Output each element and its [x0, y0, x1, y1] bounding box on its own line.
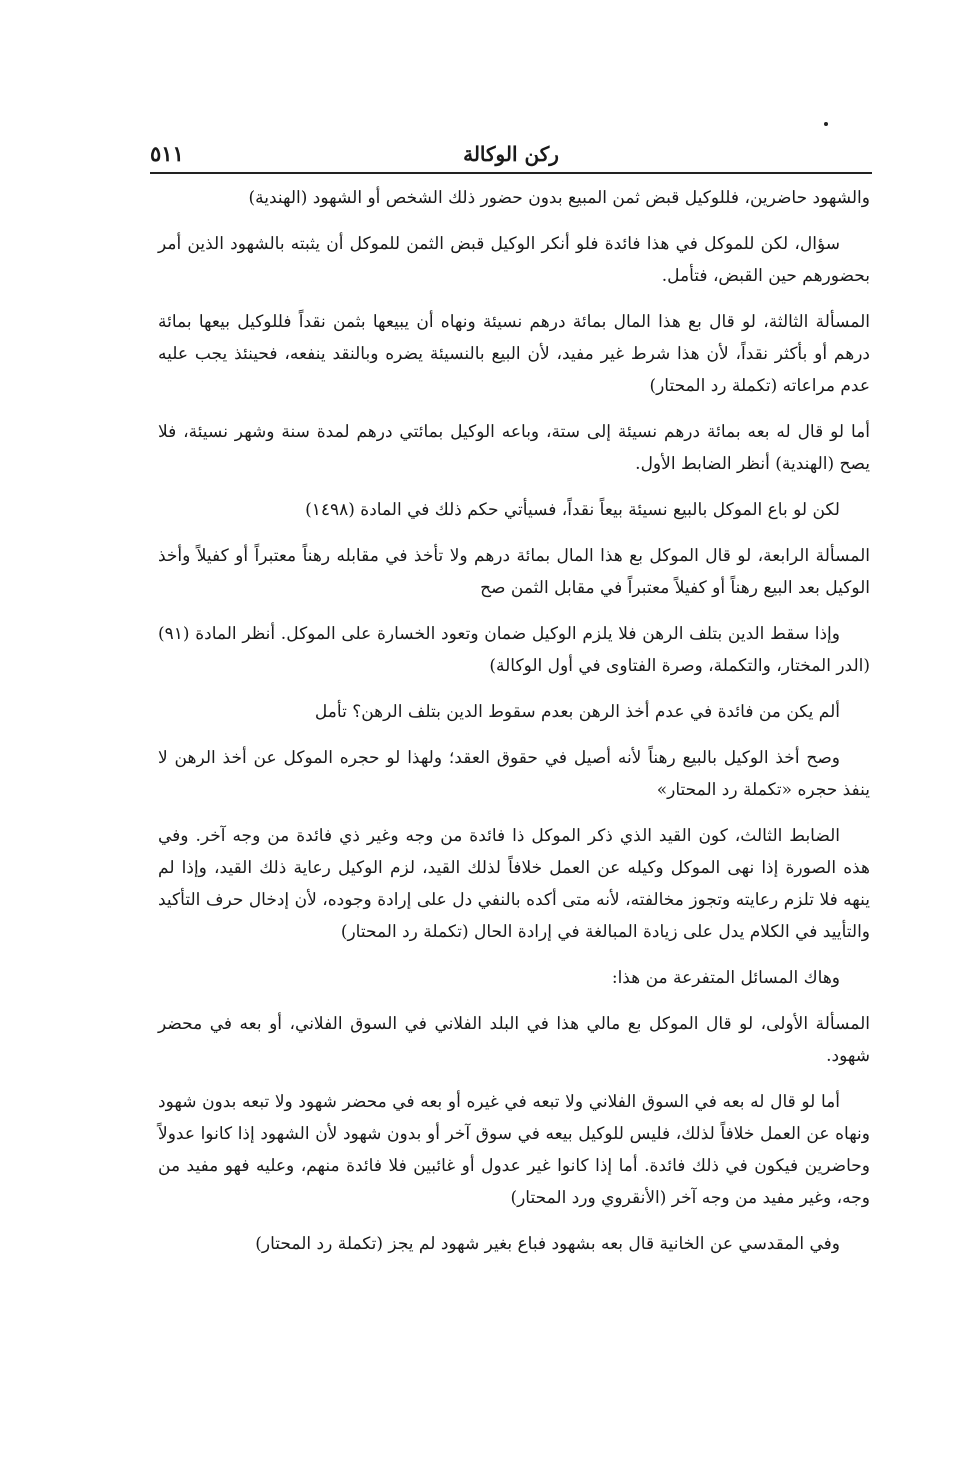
paragraph: أما لو قال له بعه بمائة درهم نسيئة إلى ستة، وباعه الوكيل بمائتي درهم لمدة سنة وشهر نسيئة، فلا يصح (الهندية) أنظر الضابط الأول. [158, 422, 870, 474]
paragraph: المسألة الرابعة، لو قال الموكل بع هذا المال بمائة درهم ولا تأخذ في مقابله رهناً معتبراً أو كفيلاً وأخذ الوكيل بعد البيع رهناً أو كفيلاً معتبراً في مقابل الثمن صح [158, 546, 870, 598]
paragraph: ألم يكن من فائدة في عدم أخذ الرهن بعدم سقوط الدين بتلف الرهن؟ تأمل [314, 702, 840, 722]
running-head-title: ركن الوكالة [463, 142, 559, 166]
paragraph: وإذا سقط الدين بتلف الرهن فلا يلزم الوكيل ضمان وتعود الخسارة على الموكل. أنظر المادة (٩١) (الدر المختار، والتكملة، وصرة الفتاوى في أول الوكالة) [158, 624, 870, 676]
paragraph: المسألة الأولى، لو قال الموكل بع مالي هذا في البلد الفلاني في السوق الفلاني، أو بعه في محضر شهود. [158, 1014, 870, 1066]
page-header [150, 140, 872, 170]
page-body [158, 182, 870, 1274]
ink-speck [824, 122, 828, 126]
header-rule [150, 172, 872, 174]
paragraph: الضابط الثالث، كون القيد الذي ذكر الموكل ذا فائدة من وجه وغير ذي فائدة من وجه آخر. وفي هذه الصورة إذا نهى الموكل وكيله عن العمل خلافاً لذلك القيد، لزم الوكيل رعاية ذلك القيد، وإذا لم ينهه فلا تلزم رعايته وتجوز مخالفته، لأنه متى أكده بالنفي دل على إرادة وجوده، لأن إدخال حرف التأكيد والتأييد في الكلام يدل على زيادة المبالغة في إرادة الحال (تكملة رد المحتار) [158, 826, 870, 942]
paragraph: لكن لو باع الموكل بالبيع نسيئة بيعاً نقداً، فسيأتي حكم ذلك في المادة (١٤٩٨) [305, 500, 840, 520]
paragraph: والشهود حاضرين، فللوكيل قبض ثمن المبيع بدون حضور ذلك الشخص أو الشهود (الهندية) [248, 188, 870, 208]
paragraph: وصح أخذ الوكيل بالبيع رهناً لأنه أصيل في حقوق العقد؛ ولهذا لو حجره الموكل عن أخذ الرهن لا ينفذ حجره «تكملة رد المحتار» [158, 748, 870, 800]
paragraph: أما لو قال له بعه في السوق الفلاني ولا تبعه في غيره أو بعه في محضر شهود ولا تبعه بدون شهود ونهاه عن العمل خلافاً لذلك، فليس للوكيل بيعه في سوق آخر أو بدون شهود لأن الشهود إذا كانوا عدولاً وحاضرين فيكون في ذلك فائدة. أما إذا كانوا غير عدول أو غائبين فلا فائدة منهم، وعليه فهو مفيد من وجه، وغير مفيد من وجه آخر (الأنقروي ورد المحتار) [158, 1092, 870, 1208]
paragraph: وفي المقدسي عن الخانية قال بعه بشهود فباع بغير شهود لم يجز (تكملة رد المحتار) [255, 1234, 840, 1254]
paragraph: وهاك المسائل المتفرعة من هذا: [611, 968, 840, 988]
page-number: ٥١١ [150, 141, 184, 166]
paragraph: المسألة الثالثة، لو قال بع هذا المال بمائة درهم نسيئة ونهاه أن يبيعها بثمن نقداً فللوكيل بيعها بمائة درهم أو بأكثر نقداً، لأن هذا شرط غير مفيد، لأن البيع بالنسيئة يضره وبالنقد ينفعه، فحينئذ يجب عليه عدم مراعاته (تكملة رد المحتار) [158, 312, 870, 396]
paragraph: سؤال، لكن للموكل في هذا فائدة فلو أنكر الوكيل قبض الثمن للموكل أن يثبته بالشهود الذين أمر بحضورهم حين القبض، فتأمل. [158, 234, 870, 286]
